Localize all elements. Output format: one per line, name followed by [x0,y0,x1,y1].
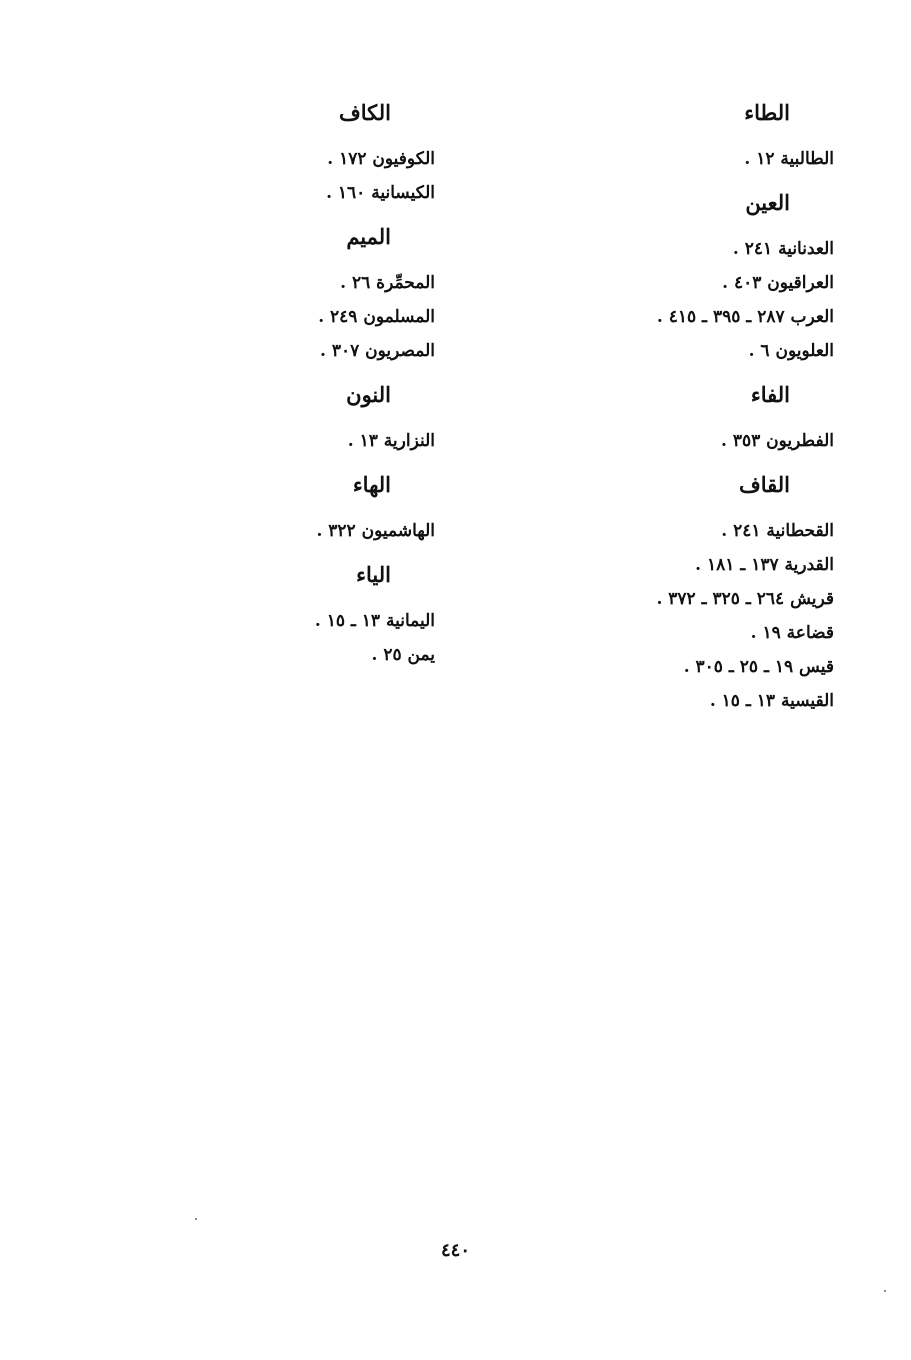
entry-list [544,232,834,368]
section-heading: النون [346,382,391,407]
index-entry: يمن ٢٥ . [371,645,435,665]
section-heading: القاف [738,472,790,497]
section-heading: الهاء [352,472,391,497]
entry-list [185,142,435,210]
index-entry: النزارية ١٣ . [347,431,435,451]
index-entry: الهاشميون ٣٢٢ . [316,521,435,541]
index-entry: اليمانية ١٣ ـ ١٥ . [314,611,435,631]
index-entry: القدرية ١٣٧ ـ ١٨١ . [695,555,834,575]
section-heading: الميم [346,224,391,249]
section-taa [544,98,834,176]
index-entry: الكوفيون ١٧٢ . [327,149,435,169]
scan-speck [195,1218,197,1220]
page-number: ٤٤٠ [440,1240,470,1261]
section-heading: العين [745,190,790,215]
index-entry: المصريون ٣٠٧ . [319,341,435,361]
index-entry: المحمِّرة ٢٦ . [340,273,435,293]
section-yaa [185,560,435,672]
entry-list [185,514,435,548]
entry-list [185,604,435,672]
section-heading: الطاء [744,100,790,125]
index-entry: قضاعة ١٩ . [750,623,834,643]
index-entry: القيسية ١٣ ـ ١٥ . [709,691,834,711]
index-entry: المسلمون ٢٤٩ . [318,307,435,327]
index-entry: الكيسانية ١٦٠ . [326,183,435,203]
index-entry: العراقيون ٤٠٣ . [722,273,834,293]
right-column [544,98,834,730]
index-entry: العدنانية ٢٤١ . [732,239,834,259]
section-qaf [544,470,834,718]
index-entry: العلويون ٦ . [748,341,834,361]
left-column [185,98,435,684]
entry-list [544,424,834,458]
section-heading: الفاء [750,382,790,407]
index-entry: قيس ١٩ ـ ٢٥ ـ ٣٠٥ . [683,657,834,677]
scan-speck [884,1290,886,1292]
section-heading: الكاف [339,100,391,125]
section-ayn [544,188,834,368]
index-entry: العرب ٢٨٧ ـ ٣٩٥ ـ ٤١٥ . [656,307,834,327]
section-heading: الياء [356,562,391,587]
section-kaf [185,98,435,210]
entry-list [544,514,834,718]
section-faa [544,380,834,458]
section-noon [185,380,435,458]
index-entry: قريش ٢٦٤ ـ ٣٢٥ ـ ٣٧٢ . [656,589,834,609]
section-meem [185,222,435,368]
index-entry: القحطانية ٢٤١ . [721,521,834,541]
entry-list [544,142,834,176]
entry-list [185,266,435,368]
index-entry: الطالبية ١٢ . [744,149,834,169]
index-entry: الفطريون ٣٥٣ . [721,431,834,451]
section-haa [185,470,435,548]
entry-list [185,424,435,458]
